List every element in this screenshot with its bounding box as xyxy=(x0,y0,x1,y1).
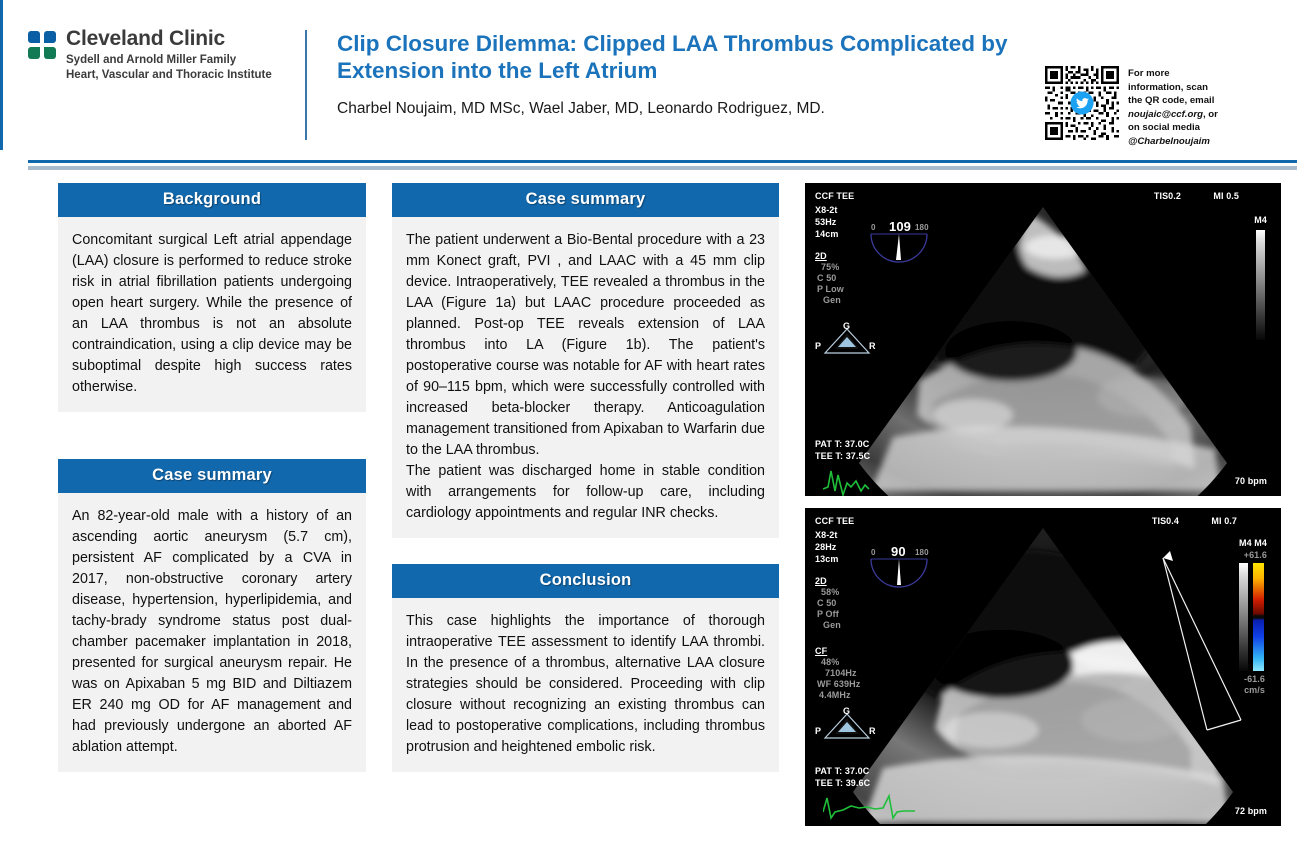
title-block xyxy=(307,28,1045,119)
figure-1a-transducer-marker: M4 xyxy=(1254,215,1267,225)
poster-header xyxy=(0,0,1307,150)
header-rule-light xyxy=(28,166,1297,170)
figure-1b-velocity-max: +61.6 xyxy=(1243,550,1267,560)
figure-1b-cf-prf: 7104Hz xyxy=(825,668,857,678)
figure-1b-frame-rate: 28Hz xyxy=(815,542,837,552)
figure-1b-sector-angle: 90 xyxy=(891,544,906,559)
cleveland-clinic-logo-icon xyxy=(28,31,56,59)
qr-text-line-2: information, scan xyxy=(1128,81,1208,93)
contact-email: noujaic@ccf.org xyxy=(1128,108,1203,120)
figure-1b-grayscale-bar xyxy=(1239,563,1248,671)
section-title-case-summary-left: Case summary xyxy=(58,459,366,493)
figure-1a-tee-temp: TEE T: 37.5C xyxy=(815,451,871,461)
institution-logo-block xyxy=(0,28,305,82)
institution-subtitle-line-2: Heart, Vascular and Thoracic Institute xyxy=(66,68,272,81)
section-case-summary-left xyxy=(58,459,366,772)
figure-1b-cf-wall-filter: WF 639Hz xyxy=(817,679,861,689)
figure-1b-persistence: P Off xyxy=(817,609,839,619)
figure-1a-heart-rate: 70 bpm xyxy=(1234,476,1267,487)
figure-1b-mi: MI 0.7 xyxy=(1211,516,1237,526)
figure-1b-orientation-top: G xyxy=(843,706,851,716)
figure-1b-orientation-right: R xyxy=(869,726,876,736)
social-handle: @Charbelnoujaim xyxy=(1128,136,1210,148)
figure-1a-gain: 75% xyxy=(821,262,840,272)
section-conclusion xyxy=(392,564,779,772)
section-body-conclusion: This case highlights the importance of thorough intraoperative TEE assessment to identify LAA thrombi. In the presence of a thrombus, alternative LAA closure strategies should be considered. Proceeding with clip closure without recognizing an existing thrombus can lead to postoperative complications, including thrombus protrusion and heightened embolic risk. xyxy=(392,598,779,772)
figure-1b-heart-rate: 72 bpm xyxy=(1234,806,1267,817)
figure-1b-velocity-min: -61.6 xyxy=(1243,674,1265,684)
figure-1a-patient-temp: PAT T: 37.0C xyxy=(815,439,870,449)
figure-1a-sector-angle: 109 xyxy=(889,219,911,234)
section-title-conclusion: Conclusion xyxy=(392,564,779,598)
figure-1b-transducer-marker: M4 M4 xyxy=(1238,538,1267,548)
section-body-background: Concomitant surgical Left atrial appendage (LAA) closure is performed to reduce stroke risk in atrial fibrillation patients undergoing open heart surgery. While the presence of an LAA thrombus is not an absolute contraindication, using a clip device may be suboptimal despite high success rates otherwise. xyxy=(58,217,366,412)
qr-contact-block xyxy=(1045,28,1307,149)
figure-1a-preset: Gen xyxy=(823,295,841,305)
figure-1b-orientation-left: P xyxy=(815,726,822,736)
figure-1b-tee-temp: TEE T: 39.6C xyxy=(815,778,871,788)
figure-1b-angle-gauge-icon xyxy=(870,558,928,589)
institution-brand-name: Cleveland Clinic xyxy=(66,27,226,50)
institution-subtitle-line-1: Sydell and Arnold Miller Family xyxy=(66,54,237,67)
qr-text-line-5: on social media xyxy=(1128,122,1200,134)
figure-1b-cf-gain: 48% xyxy=(821,657,840,667)
qr-code-icon[interactable] xyxy=(1045,66,1119,140)
figure-1b-velocity-unit: cm/s xyxy=(1244,685,1265,695)
figure-1b-sector-left: 0 xyxy=(871,548,876,557)
figure-1a-mi: MI 0.5 xyxy=(1213,191,1239,201)
figure-1a-mode-label: 2D xyxy=(815,251,827,261)
figure-1b-tis: TIS0.4 xyxy=(1151,516,1179,526)
qr-instructions-text xyxy=(1128,66,1218,149)
figure-1a-grayscale-bar xyxy=(1256,230,1265,340)
figure-1b-tee-image xyxy=(805,508,1281,826)
figure-1a-orientation-right: R xyxy=(869,341,876,351)
header-left-edge-accent xyxy=(0,0,3,150)
figure-1a-tee-image xyxy=(805,183,1281,496)
column-left xyxy=(58,183,366,843)
case-summary-paragraph-2: The patient was discharged home in stable condition with arrangements for follow-up care, including cardiology appointments and regular INR checks. xyxy=(406,463,765,522)
figure-1a-frame-rate: 53Hz xyxy=(815,217,837,227)
figure-1b-mode-label: 2D xyxy=(815,576,827,586)
section-body-case-summary-left: An 82-year-old male with a history of an ascending aortic aneurysm (5.7 cm), persistent AF complicated by a CVA in 2017, non-obstructive coronary artery disease, hypertension, hyperlipidemia, and tachy-brady syndrome status post dual-chamber pacemaker implantation in 2018, presented for surgical aneurysm repair. He was on Apixaban 5 mg BID and Diltiazem ER 240 mg OD for AF management and had previously undergone an aborted AF ablation attempt. xyxy=(58,493,366,772)
figure-1a-persistence: P Low xyxy=(817,284,844,294)
section-title-case-summary-middle: Case summary xyxy=(392,183,779,217)
header-rule-dark xyxy=(28,160,1297,163)
figure-1b-color-doppler-scale xyxy=(1253,563,1264,671)
figure-1a-machine: CCF TEE xyxy=(815,191,855,201)
figure-1b-ecg-trace xyxy=(823,790,973,824)
figure-1b-sector-right: 180 xyxy=(915,548,929,557)
figure-1a-sector-left: 0 xyxy=(871,223,876,232)
figure-1b-cf-frequency: 4.4MHz xyxy=(819,690,851,700)
case-summary-paragraph-1: The patient underwent a Bio-Bental procedure with a 23 mm Konect graft, PVI , and LAAC with a 45 mm clip device. Intraoperatively, TEE revealed a thrombus in the LAA (Figure 1a) but LAAC procedure proceeded as planned. Post-op TEE reveals extension of LAA thrombus into LA (Figure 1b). The patient's postoperative course was notable for AF with heart rates of 90–115 bpm, which were successfully controlled with increased beta-blocker therapy. Anticoagulation management transitioned from Apixaban to Warfarin due to the LAA thrombus. xyxy=(406,232,765,459)
section-case-summary-middle xyxy=(392,183,779,538)
figure-1b-depth: 13cm xyxy=(815,554,839,564)
figure-1b-cf-label: CF xyxy=(815,646,828,656)
figure-1a-angle-gauge-icon xyxy=(870,233,928,264)
figure-1b-compression: C 50 xyxy=(817,598,837,608)
figure-1a-sector-right: 180 xyxy=(915,223,929,232)
figure-1a-probe: X8-2t xyxy=(815,205,838,215)
page-title: Clip Closure Dilemma: Clipped LAA Thrombus Complicated by Extension into the Left Atrium xyxy=(337,31,1008,84)
section-title-background: Background xyxy=(58,183,366,217)
figure-1a-depth: 14cm xyxy=(815,229,839,239)
figure-1b-preset: Gen xyxy=(823,620,841,630)
figure-1a-tis: TIS0.2 xyxy=(1153,191,1181,201)
section-background xyxy=(58,183,366,412)
qr-text-line-1: For more xyxy=(1128,68,1170,79)
poster-content xyxy=(0,183,1307,843)
figure-1a-orientation-top: G xyxy=(843,321,851,331)
qr-text-line-3: the QR code, email xyxy=(1128,95,1215,107)
figure-1a-compression: C 50 xyxy=(817,273,837,283)
figure-1a-orientation-left: P xyxy=(815,341,822,351)
figure-1b-probe: X8-2t xyxy=(815,530,838,540)
column-middle xyxy=(392,183,779,843)
column-right-figures xyxy=(805,183,1281,843)
figure-1b-machine: CCF TEE xyxy=(815,516,855,526)
qr-text-line-4-tail: , or xyxy=(1202,108,1218,120)
figure-1b-patient-temp: PAT T: 37.0C xyxy=(815,766,870,776)
figure-1a-ecg-trace xyxy=(823,465,893,496)
twitter-bird-icon xyxy=(1071,92,1094,115)
figure-1b-gain: 58% xyxy=(821,587,840,597)
author-list: Charbel Noujaim, MD MSc, Wael Jaber, MD, Leonardo Rodriguez, MD. xyxy=(337,99,825,117)
section-body-case-summary-middle xyxy=(392,217,779,538)
